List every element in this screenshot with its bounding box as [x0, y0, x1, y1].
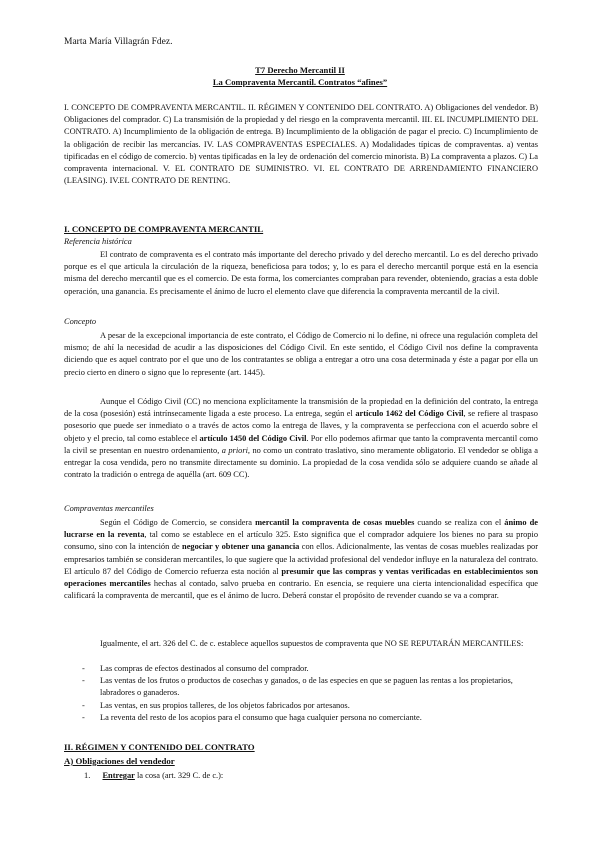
paragraph-text: [64, 396, 538, 481]
bold-term: negociar y obtener una ganancia: [182, 542, 300, 552]
paragraph-text: [64, 517, 538, 602]
text-run: . Por ello podemos afirmar que tanto la compraventa mercantil como la civil se presentan en nuestro ordenamiento,: [64, 433, 538, 455]
subheading-mercantiles: Compraventas mercantiles: [64, 504, 154, 513]
list-item-text: Las compras de efectos destinados al consumo del comprador.: [100, 664, 309, 673]
dash-bullet: -: [82, 712, 85, 722]
list-item: [64, 700, 538, 712]
exclusions-list: [64, 663, 538, 724]
bold-reference: artículo 1450 del Código Civil: [199, 433, 307, 443]
paragraph-concepto-1: [64, 330, 538, 379]
text-run: Aunque el Código Civil (CC) no menciona explícitamente la transmisión de la propiedad en la definición del contrato, la entrega de la cosa (posesión) está intrínsecamente ligada a este proceso. La entrega, según el: [64, 397, 538, 419]
dash-bullet: -: [82, 700, 85, 710]
list-item-text: la cosa (art. 329 C. de c.):: [134, 771, 224, 780]
list-item-text: La reventa del resto de los acopios para el consumo que haga cualquier persona no comerciante.: [100, 712, 422, 722]
document-subtitle: La Compraventa Mercantil. Contratos “afines”: [212, 77, 388, 87]
text-run: , no como un contrato traslativo, sino meramente obligatorio. El vendedor se obliga a entregar la cosa vendida, pero no transmite directamente su dominio. La propiedad de la cosa vendida sólo se adquiere cuando se añade al contrato la tradición o entrega de aquélla (art. 609 CC).: [64, 445, 538, 480]
subheading-concepto: Concepto: [64, 317, 97, 326]
list-number: 1.: [84, 771, 91, 780]
paragraph-referencia: [64, 249, 538, 298]
document-title: T7 Derecho Mercantil II: [255, 65, 345, 75]
paragraph-text: El contrato de compraventa es el contrato más importante del derecho privado y del derecho mercantil. Lo es del derecho privado porque es el que articula la circulación de la riqueza, beneficiosa para todos; y, lo es para el derecho mercantil porque está en la esencia misma del derecho mercantil que es el comercio. De esta forma, los comerciantes compraban para revender, obteniendo, gracias a esta doble operación, una ganancia. Es precisamente el ánimo de lucro el elemento clave que diferencia la compraventa mercantil de la civil.: [64, 250, 538, 296]
list-item: [64, 663, 538, 675]
bold-reference: artículo 1462 del Código Civil: [355, 409, 464, 419]
paragraph-text: Igualmente, el art. 326 del C. de c. establece aquellos supuestos de compraventa que NO SE REPUTARÁN MERCANTILES:: [100, 639, 524, 648]
text-run: , tal como se establece en el artículo 325. Esto significa que el comprador adquiere los bienes no para su propio consumo, sino con la intención de: [64, 530, 539, 552]
paragraph-mercantiles-2: [64, 638, 538, 650]
table-of-contents: I. CONCEPTO DE COMPRAVENTA MERCANTIL. II. RÉGIMEN Y CONTENIDO DEL CONTRATO. A) Obligaciones del vendedor. B) Obligaciones del comprador. C) La transmisión de la propiedad y del riesgo en la compraventa mercantil. III. EL INCUMPLIMIENTO DEL CONTRATO. A) Incumplimiento de la obligación de entrega. B) Incumplimiento de la obligación de pagar el precio. C) Incumplimiento de la obligación de recibir las mercancías. IV. LAS COMPRAVENTAS ESPECIALES. A) Modalidades típicas de compraventas. a) ventas tipificadas en el código de comercio. b) ventas tipificadas en la ley de ordenación del comercio minorista. B) La compraventa a plazos. C) La compraventa internacional. V. EL CONTRATO DE SUMINISTRO. VI. EL CONTRATO DE ARRENDAMIENTO FINANCIERO (LEASING). IV.EL CONTRATO DE RENTING.: [64, 103, 538, 186]
paragraph-text: A pesar de la excepcional importancia de este contrato, el Código de Comercio ni lo define, ni ofrece una regulación completa del mismo; de ahí la necesidad de acudir a las disposiciones del Código Civil. En este sentido, el Código Civil nos define la compraventa diciendo que es aquel contrato por el que uno de los contratantes se obliga a entregar a otro una cosa determinada y éste a pagar por ella un precio cierto en dinero o signo que lo represente (art. 1445).: [64, 331, 538, 377]
paragraph-concepto-2: [64, 396, 538, 481]
list-item-text: Las ventas, en sus propios talleres, de los objetos fabricados por artesanos.: [100, 700, 350, 710]
section-2a-heading: A) Obligaciones del vendedor: [64, 756, 175, 766]
subheading-referencia: Referencia histórica: [64, 237, 132, 246]
bold-term: mercantil la compraventa de cosas muebles: [255, 518, 415, 527]
bold-term: ánimo de lucrarse en la reventa: [64, 518, 539, 540]
dash-bullet: -: [82, 664, 85, 673]
author-name: Marta María Villagrán Fdez.: [64, 37, 173, 47]
dash-bullet: -: [82, 676, 85, 686]
section-2-heading: II. RÉGIMEN Y CONTENIDO DEL CONTRATO: [64, 742, 255, 752]
italic-term: a priori: [221, 445, 248, 455]
text-run: , se refiere al traspaso posesorio que puede ser inmediato o a través de actos como la entrega de llaves, y la compraventa se perfecciona con el acuerdo sobre el objeto y el precio, tal como establece el: [64, 409, 538, 443]
ordered-list-item: [84, 771, 223, 780]
bold-term: presumir que las compras y ventas verificadas en establecimientos son operaciones mercantiles: [64, 566, 538, 589]
text-run: con ellos. Adicionalmente, las ventas de cosas muebles realizadas por empresarios también se consideran mercantiles, lo que sugiere que la actividad profesional del vendedor influye en la naturaleza del contrato. El artículo 87 del Código de Comercio refuerza esta noción al: [64, 542, 538, 576]
section-1-heading: I. CONCEPTO DE COMPRAVENTA MERCANTIL: [64, 224, 264, 234]
list-item: [64, 675, 538, 699]
paragraph-mercantiles-1: [64, 517, 538, 602]
list-item-text: Las ventas de los frutos o productos de cosechas y ganados, o de las especies en que se paguen las rentas a los propietarios, labradores o ganaderos.: [100, 676, 513, 698]
text-run: hechas al contado, salvo prueba en contrario. En esencia, se requiere una cierta intencionalidad específica que calificará la compraventa de mercantil, que es el ánimo de lucro. Deberá constar el propósito de revender cuando se va a comprar.: [64, 579, 538, 601]
list-item: [64, 712, 538, 724]
text-run: Según el Código de Comercio, se considera: [100, 518, 256, 527]
text-run: cuando se realiza con el: [414, 518, 505, 527]
bold-term: Entregar: [102, 771, 135, 780]
